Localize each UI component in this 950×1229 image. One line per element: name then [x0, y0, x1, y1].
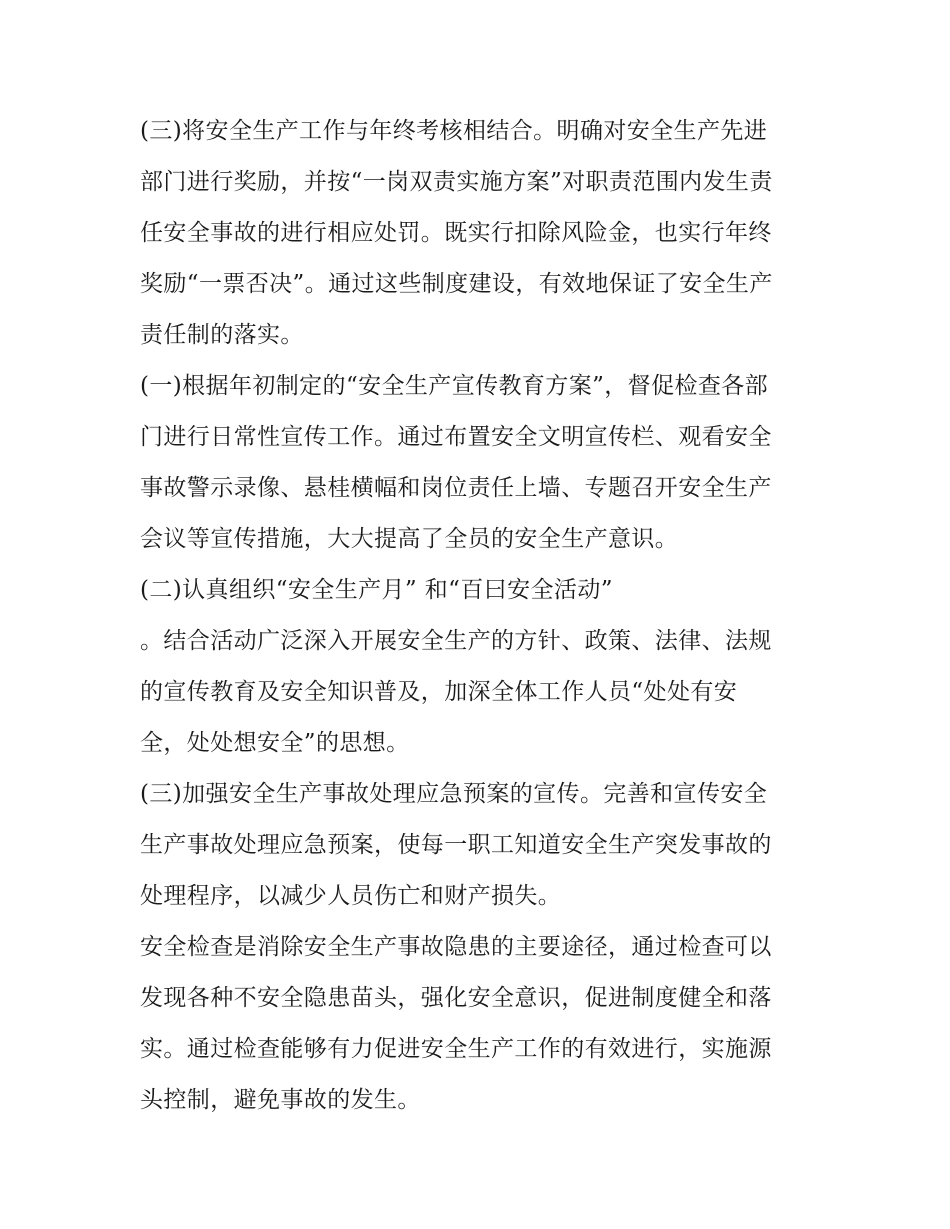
text-line: 头控制，避免事故的发生。: [140, 1087, 421, 1113]
text-line: 生产事故处理应急预案，使每一职工知道安全生产突发事故的: [140, 832, 772, 858]
text-line: 事故警示录像、悬桂横幅和岗位责任上墙、专题召开安全生产: [140, 475, 772, 501]
text-line: 发现各种不安全隐患苗头，强化安全意识，促进制度健全和落: [140, 985, 772, 1011]
text-line: 全，处处想安全”的思想。: [140, 730, 410, 756]
text-line: 任安全事故的进行相应处罚。既实行扣除风险金，也实行年终: [140, 220, 772, 246]
text-line: 的宣传教育及安全知识普及，加深全体工作人员“处处有安: [140, 679, 738, 705]
text-line: 安全检查是消除安全生产事故隐患的主要途径，通过检查可以: [140, 934, 772, 960]
document-body: [140, 106, 820, 1126]
text-line: (一)根据年初制定的“安全生产宣传教育方案”，督促检查各部: [140, 373, 769, 399]
text-line: 处理程序，以减少人员伤亡和财产损失。: [140, 883, 562, 909]
text-line: 部门进行奖励，并按“一岗双责实施方案”对职责范围内发生责: [140, 169, 773, 195]
text-line: 门进行日常性宣传工作。通过布置安全文明宣传栏、观看安全: [140, 424, 772, 450]
text-line: 奖励“一票否决”。通过这些制度建设，有效地保证了安全生产: [140, 271, 773, 297]
text-line: (二)认真组织“安全生产月” 和“百曰安全活动”: [140, 577, 613, 603]
text-line: 会议等宣传措施，大大提高了全员的安全生产意识。: [140, 526, 679, 552]
text-line: 实。通过检查能够有力促进安全生产工作的有效进行，实施源: [140, 1036, 772, 1062]
text-line: (三)加强安全生产事故处理应急预案的宣传。完善和宣传安全: [140, 781, 768, 807]
text-line: (三)将安全生产工作与年终考核相结合。明确对安全生产先进: [140, 118, 768, 144]
text-line: 责任制的落实。: [140, 322, 304, 348]
text-line: 。结合活动广泛深入开展安全生产的方针、政策、法律、法规: [140, 628, 772, 654]
